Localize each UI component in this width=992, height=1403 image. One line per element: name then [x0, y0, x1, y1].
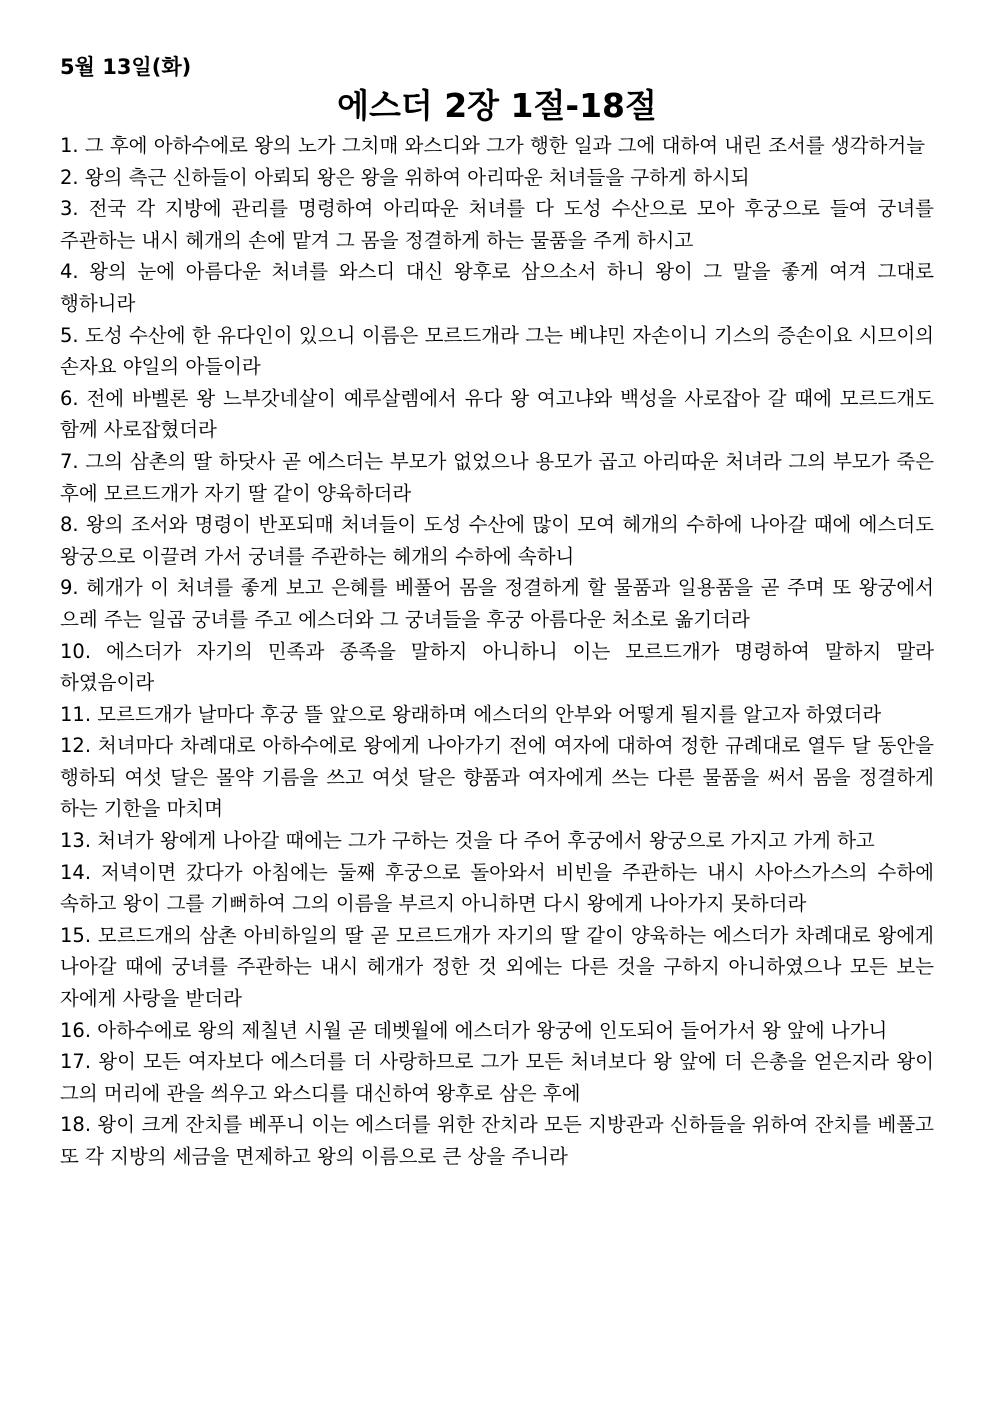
verse-2: 2. 왕의 측근 신하들이 아뢰되 왕은 왕을 위하여 아리따운 처녀들을 구하게 하시되 — [60, 165, 750, 189]
verse-12: 12. 처녀마다 차례대로 아하수에로 왕에게 나아가기 전에 여자에 대하여 정한 규례대로 열두 달 동안을 행하되 여섯 달은 몰약 기름을 쓰고 여섯 달은 향품과 여자에게 쓰는 다른 물품을 써서 몸을 정결하게 하는 기한을 마치며 — [60, 734, 934, 821]
verse-6: 6. 전에 바벨론 왕 느부갓네살이 예루살렘에서 유다 왕 여고냐와 백성을 사로잡아 갈 때에 모르드개도 함께 사로잡혔더라 — [60, 386, 934, 442]
verse-3: 3. 전국 각 지방에 관리를 명령하여 아리따운 처녀를 다 도성 수산으로 모아 후궁으로 들여 궁녀를 주관하는 내시 헤개의 손에 맡겨 그 몸을 정결하게 하는 물품을 주게 하시고 — [60, 197, 934, 252]
verse-1: 1. 그 후에 아하수에로 왕의 노가 그치매 와스디와 그가 행한 일과 그에 대하여 내린 조서를 생각하거늘 — [60, 134, 926, 157]
verse-list — [60, 130, 934, 1173]
verse-8: 8. 왕의 조서와 명령이 반포되매 처녀들이 도성 수산에 많이 모여 헤개의 수하에 나아갈 때에 에스더도 왕궁으로 이끌려 가서 궁녀를 주관하는 헤개의 수하에 속하니 — [60, 513, 934, 568]
verse-17: 17. 왕이 모든 여자보다 에스더를 더 사랑하므로 그가 모든 처녀보다 왕 앞에 더 은총을 얻은지라 왕이 그의 머리에 관을 씌우고 와스디를 대신하여 왕후로 삼은 후에 — [60, 1050, 934, 1105]
verse-4: 4. 왕의 눈에 아름다운 처녀를 와스디 대신 왕후로 삼으소서 하니 왕이 그 말을 좋게 여겨 그대로 행하니라 — [60, 260, 934, 315]
page-title: 에스더 2장 1절-18절 — [337, 86, 657, 125]
verse-5: 5. 도성 수산에 한 유다인이 있으니 이름은 모르드개라 그는 베냐민 자손이니 기스의 증손이요 시므이의 손자요 야일의 아들이라 — [60, 323, 934, 379]
verse-9: 9. 헤개가 이 처녀를 좋게 보고 은혜를 베풀어 몸을 정결하게 할 물품과 일용품을 곧 주며 또 왕궁에서 으레 주는 일곱 궁녀를 주고 에스더와 그 궁녀들을 후궁 아름다운 처소로 옮기더라 — [60, 576, 934, 631]
verse-16: 16. 아하수에로 왕의 제칠년 시월 곧 데벳월에 에스더가 왕궁에 인도되어 들어가서 왕 앞에 나가니 — [60, 1018, 888, 1042]
verse-10: 10. 에스더가 자기의 민족과 종족을 말하지 아니하니 이는 모르드개가 명령하여 말하지 말라 하였음이라 — [60, 639, 934, 695]
date-heading: 5월 13일(화) — [60, 55, 192, 79]
verse-14: 14. 저녁이면 갔다가 아침에는 둘째 후궁으로 돌아와서 비빈을 주관하는 내시 사아스가스의 수하에 속하고 왕이 그를 기뻐하여 그의 이름을 부르지 아니하면 다시 왕에게 나아가지 못하더라 — [60, 860, 934, 916]
verse-11: 11. 모르드개가 날마다 후궁 뜰 앞으로 왕래하며 에스더의 안부와 어떻게 될지를 알고자 하였더라 — [60, 702, 882, 726]
verse-15: 15. 모르드개의 삼촌 아비하일의 딸 곧 모르드개가 자기의 딸 같이 양육하는 에스더가 차례대로 왕에게 나아갈 때에 궁녀를 주관하는 내시 헤개가 정한 것 외에는 다른 것을 구하지 아니하였으나 모든 보는 자에게 사랑을 받더라 — [60, 923, 934, 1011]
verse-7: 7. 그의 삼촌의 딸 하닷사 곧 에스더는 부모가 없었으나 용모가 곱고 아리따운 처녀라 그의 부모가 죽은 후에 모르드개가 자기 딸 같이 양육하더라 — [60, 449, 934, 505]
verse-18: 18. 왕이 크게 잔치를 베푸니 이는 에스더를 위한 잔치라 모든 지방관과 신하들을 위하여 잔치를 베풀고 또 각 지방의 세금을 면제하고 왕의 이름으로 큰 상을 주니라 — [60, 1113, 934, 1168]
verse-13: 13. 처녀가 왕에게 나아갈 때에는 그가 구하는 것을 다 주어 후궁에서 왕궁으로 가지고 가게 하고 — [60, 829, 875, 853]
